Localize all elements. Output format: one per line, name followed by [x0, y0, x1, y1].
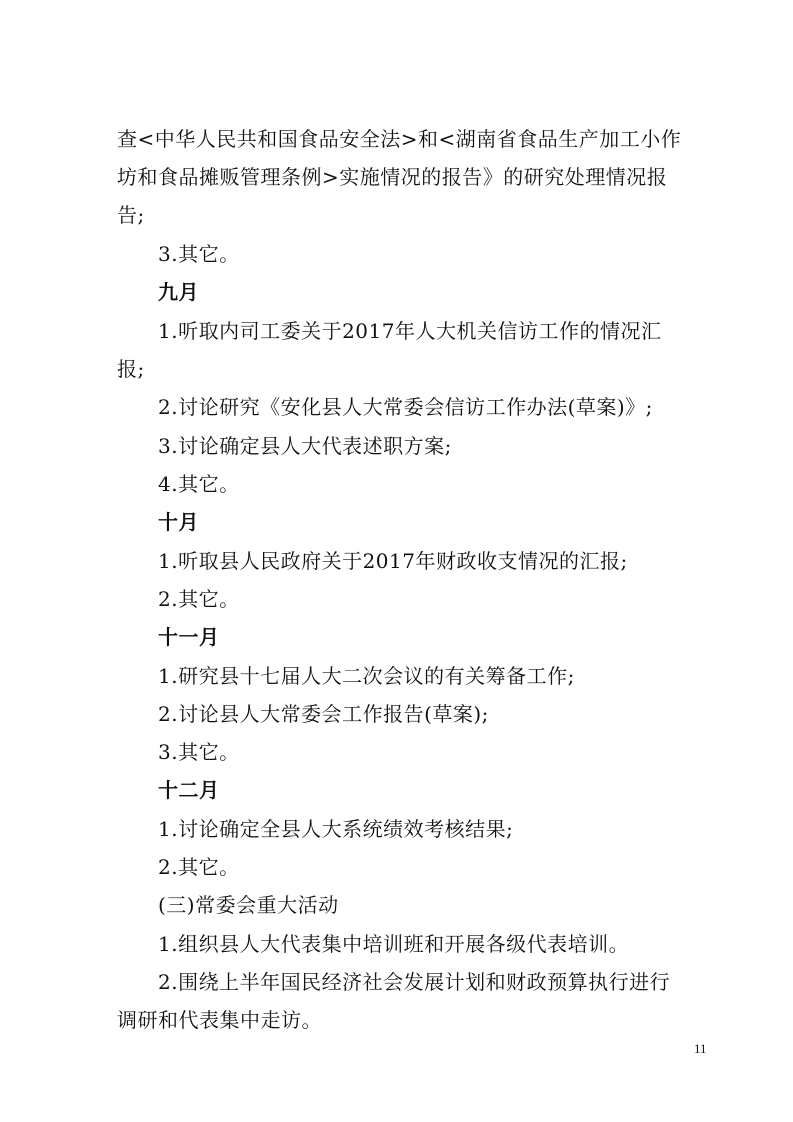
- text-line: 4.其它。: [158, 472, 240, 496]
- text-line: 2.围绕上半年国民经济社会发展计划和财政预算执行进行: [158, 970, 671, 994]
- text-line: 2.其它。: [158, 855, 240, 879]
- text-line: 1.研究县十七届人大二次会议的有关筹备工作;: [158, 664, 575, 688]
- text-line: 1.讨论确定全县人大系统绩效考核结果;: [158, 817, 514, 841]
- text-line: 2.讨论县人大常委会工作报告(草案);: [158, 702, 489, 726]
- text-line: 查<中华人民共和国食品安全法>和<湖南省食品生产加工小作: [117, 127, 682, 151]
- section-heading: 九月: [158, 280, 199, 304]
- text-line: 3.讨论确定县人大代表述职方案;: [158, 434, 452, 458]
- text-line: 1.组织县人大代表集中培训班和开展各级代表培训。: [158, 932, 630, 956]
- text-line: 1.听取县人民政府关于2017年财政收支情况的汇报;: [158, 549, 628, 573]
- text-line: 坊和食品摊贩管理条例>实施情况的报告》的研究处理情况报: [117, 165, 668, 189]
- section-heading: 十二月: [158, 778, 220, 802]
- text-line: 2.其它。: [158, 587, 240, 611]
- text-line: 2.讨论研究《安化县人大常委会信访工作办法(草案)》;: [158, 395, 653, 419]
- text-line: 报;: [117, 357, 145, 381]
- text-line: 3.其它。: [158, 242, 240, 266]
- section-heading: 十一月: [158, 625, 220, 649]
- page-number: 11: [694, 1041, 707, 1056]
- text-line: 调研和代表集中走访。: [117, 1008, 322, 1032]
- text-line: 1.听取内司工委关于2017年人大机关信访工作的情况汇: [158, 319, 662, 343]
- subsection-heading: (三)常委会重大活动: [158, 893, 339, 917]
- text-line: 告;: [117, 203, 145, 227]
- text-line: 3.其它。: [158, 740, 240, 764]
- section-heading: 十月: [158, 510, 199, 534]
